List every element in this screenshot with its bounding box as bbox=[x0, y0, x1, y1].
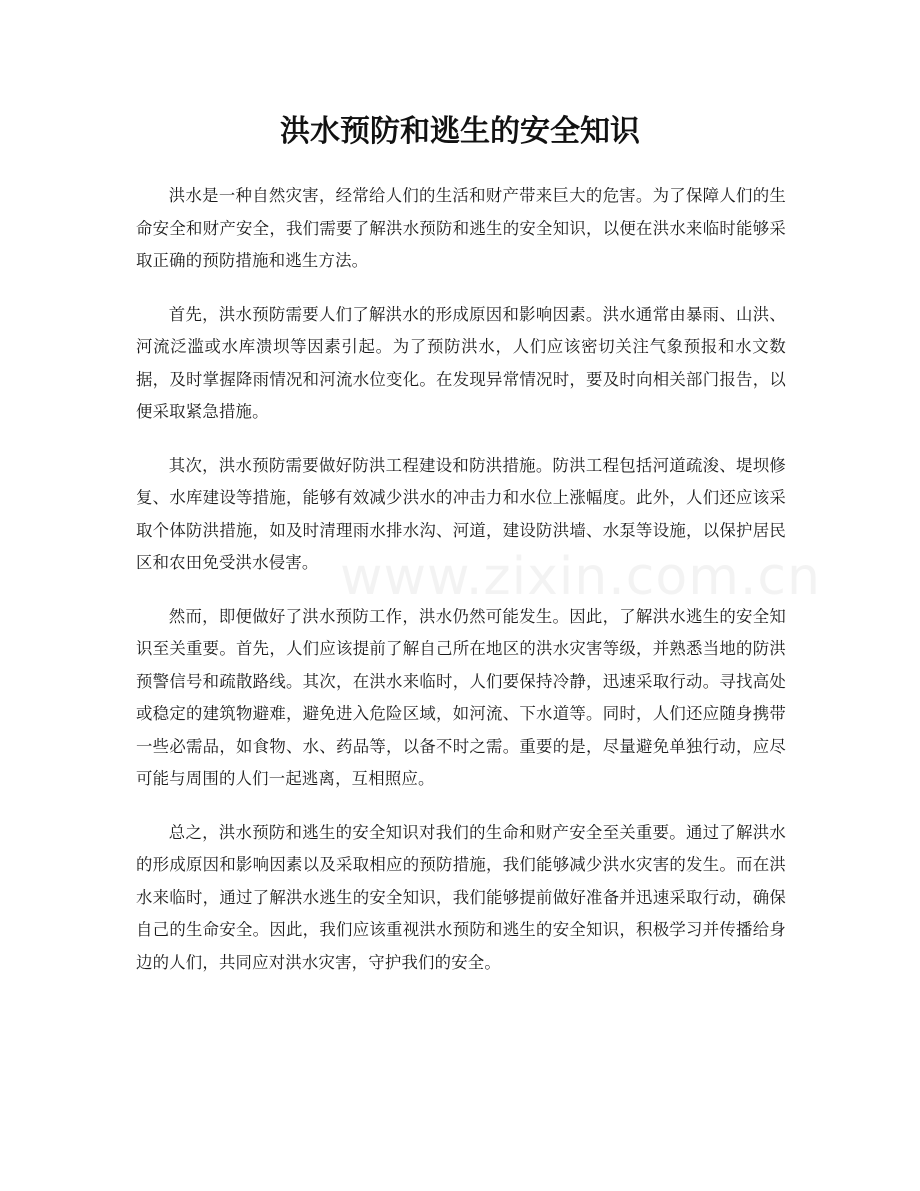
watermark: www.zixin.com.cn bbox=[340, 547, 821, 607]
paragraph-conclusion: 总之，洪水预防和逃生的安全知识对我们的生命和财产安全至关重要。通过了解洪水的形成原因和影响因素以及采取相应的预防措施，我们能够减少洪水灾害的发生。而在洪水来临时，通过了解洪水逃生的安全知识，我们能够提前做好准备并迅速采取行动，确保自己的生命安全。因此，我们应该重视洪水预防和逃生的安全知识，积极学习并传播给身边的人们，共同应对洪水灾害，守护我们的安全。 bbox=[136, 822, 786, 972]
paragraph-escape-knowledge: 然而，即便做好了洪水预防工作，洪水仍然可能发生。因此，了解洪水逃生的安全知识至关重要。首先，人们应该提前了解自己所在地区的洪水灾害等级，并熟悉当地的防洪预警信号和疏散路线。其次，在洪水来临时，人们要保持冷静，迅速采取行动。寻找高处或稳定的建筑物避难，避免进入危险区域，如河流、下水道等。同时，人们还应随身携带一些必需品，如食物、水、药品等，以备不时之需。重要的是，尽量避免单独行动，应尽可能与周围的人们一起逃离，互相照应。 bbox=[136, 606, 786, 788]
page-title: 洪水预防和逃生的安全知识 bbox=[280, 114, 640, 149]
paragraph-intro: 洪水是一种自然灾害，经常给人们的生活和财产带来巨大的危害。为了保障人们的生命安全和财产安全，我们需要了解洪水预防和逃生的安全知识，以便在洪水来临时能够采取正确的预防措施和逃生方法。 bbox=[136, 186, 786, 270]
paragraph-prevention-engineering: 其次，洪水预防需要做好防洪工程建设和防洪措施。防洪工程包括河道疏浚、堤坝修复、水库建设等措施，能够有效减少洪水的冲击力和水位上涨幅度。此外，人们还应该采取个体防洪措施，如及时清理雨水排水沟、河道，建设防洪墙、水泵等设施，以保护居民区和农田免受洪水侵害。 bbox=[136, 455, 786, 572]
paragraph-prevention-causes: 首先，洪水预防需要人们了解洪水的形成原因和影响因素。洪水通常由暴雨、山洪、河流泛滥或水库溃坝等因素引起。为了预防洪水，人们应该密切关注气象预报和水文数据，及时掌握降雨情况和河流水位变化。在发现异常情况时，要及时向相关部门报告，以便采取紧急措施。 bbox=[136, 304, 786, 421]
document-body bbox=[136, 180, 786, 1000]
